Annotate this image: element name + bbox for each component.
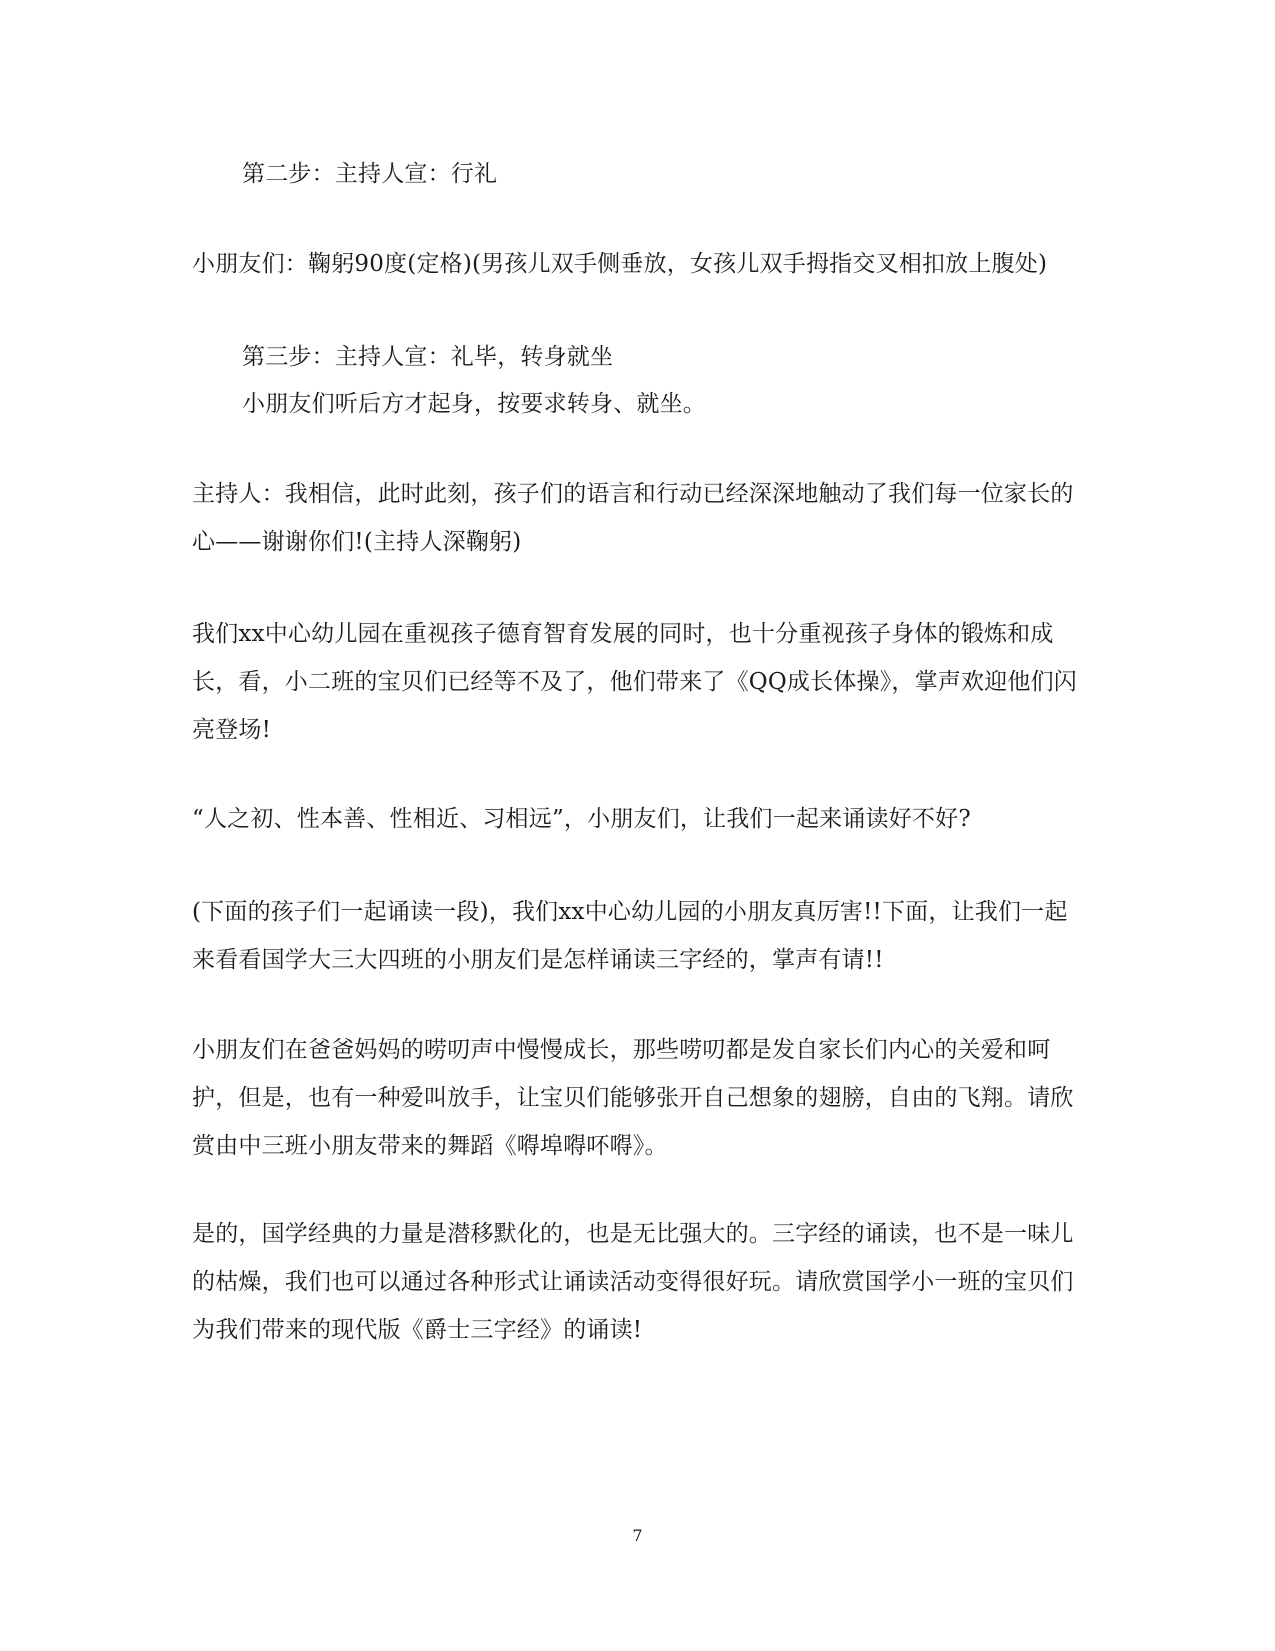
page-number: 7: [632, 1526, 643, 1545]
paragraph-three-character: “人之初、性本善、性相近、习相远”，小朋友们，让我们一起来诵读好不好?: [192, 806, 971, 832]
paragraph-step-two: 第二步：主持人宣：行礼: [242, 161, 498, 187]
paragraph-host-thanks: 主持人：我相信，此时此刻，孩子们的语言和行动已经深深地触动了我们每一位家长的心——谢谢你们!(主持人深鞠躬): [192, 481, 1074, 555]
paragraph-qq-exercise: 我们xx中心幼儿园在重视孩子德育智育发展的同时，也十分重视孩子身体的锻炼和成长，看，小二班的宝贝们已经等不及了，他们带来了《QQ成长体操》，掌声欢迎他们闪亮登场!: [192, 621, 1078, 743]
paragraph-dance: 小朋友们在爸爸妈妈的唠叨声中慢慢成长，那些唠叨都是发自家长们内心的关爱和呵护，但是，也有一种爱叫放手，让宝贝们能够张开自己想象的翅膀，自由的飞翔。请欣赏由中三班小朋友带来的舞蹈《嘚埠嘚吥嘚》。: [192, 1037, 1074, 1159]
paragraph-children-sit: 小朋友们听后方才起身，按要求转身、就坐。: [242, 391, 706, 417]
paragraph-jazz-classic: 是的，国学经典的力量是潜移默化的，也是无比强大的。三字经的诵读，也不是一味儿的枯燥，我们也可以通过各种形式让诵读活动变得很好玩。请欣赏国学小一班的宝贝们为我们带来的现代版《爵士三字经》的诵读!: [192, 1221, 1074, 1343]
paragraph-bow: 小朋友们：鞠躬90度(定格)(男孩儿双手侧垂放，女孩儿双手拇指交叉相扣放上腹处): [192, 251, 1048, 277]
paragraph-step-three: 第三步：主持人宣：礼毕，转身就坐: [242, 344, 614, 370]
paragraph-recitation: (下面的孩子们一起诵读一段)，我们xx中心幼儿园的小朋友真厉害!!下面，让我们一起来看看国学大三大四班的小朋友们是怎样诵读三字经的，掌声有请!!: [192, 899, 1068, 973]
